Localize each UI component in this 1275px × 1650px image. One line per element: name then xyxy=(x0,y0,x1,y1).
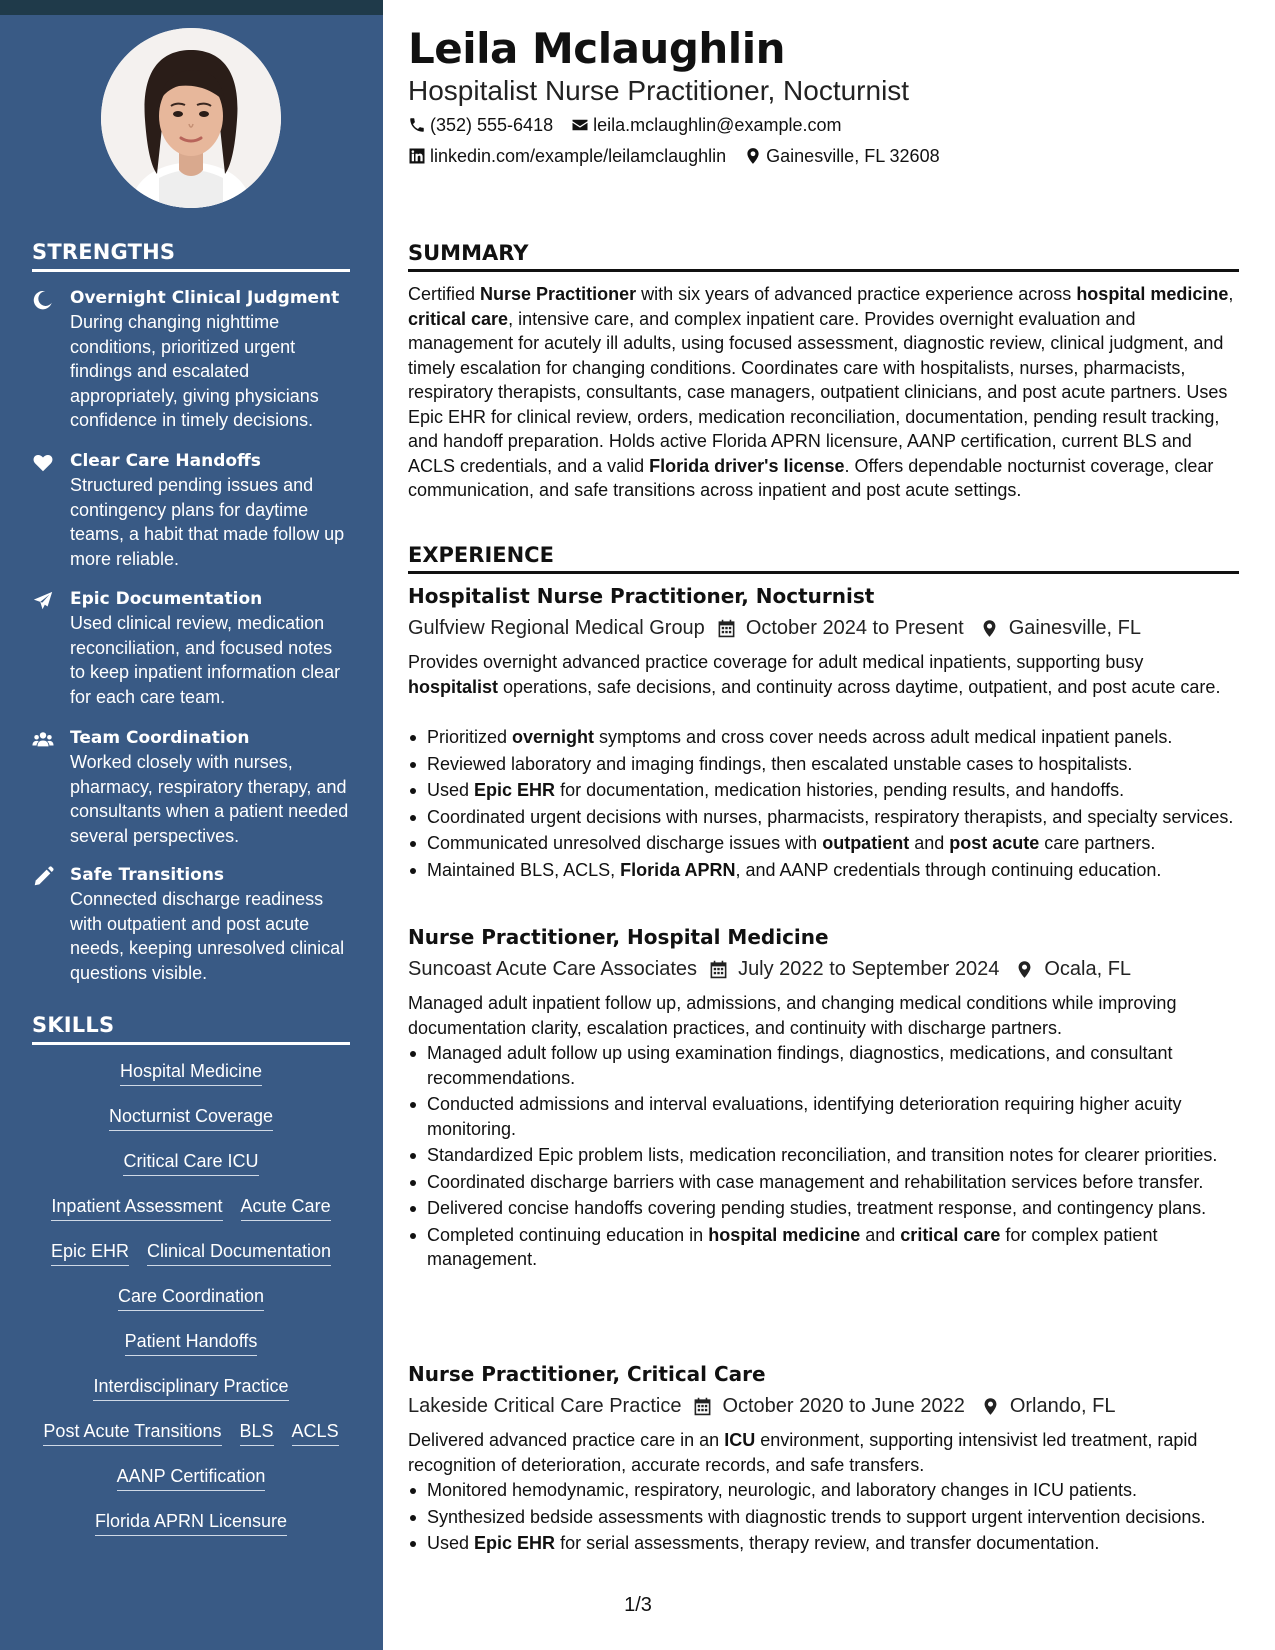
bullet-item: Standardized Epic problem lists, medication reconciliation, and transition notes for clearer priorities. xyxy=(408,1143,1238,1168)
candidate-name: Leila Mclaughlin xyxy=(408,24,785,73)
envelope-icon xyxy=(571,116,589,134)
contact-phone xyxy=(408,113,553,137)
bullet-item: Monitored hemodynamic, respiratory, neurologic, and laboratory changes in ICU patients. xyxy=(408,1478,1238,1503)
skill-tag: BLS xyxy=(240,1420,274,1446)
skill-tag: Acute Care xyxy=(241,1195,331,1221)
bullet-item: Used Epic EHR for serial assessments, therapy review, and transfer documentation. xyxy=(408,1531,1238,1556)
strength-title: Clear Care Handoffs xyxy=(70,451,261,471)
paper-plane-icon xyxy=(32,590,54,612)
skill-tag: AANP Certification xyxy=(117,1465,266,1491)
job-location: Gainesville, FL xyxy=(1008,617,1142,639)
bullet-item: Synthesized bedside assessments with diagnostic trends to support urgent intervention decisions. xyxy=(408,1505,1238,1530)
skill-row xyxy=(20,1330,362,1375)
job-bullets xyxy=(408,1478,1238,1558)
job-description: Delivered advanced practice care in an ICU environment, supporting intensivist led treatment, rapid recognition of deterioration, accurate records, and safe transfers. xyxy=(408,1430,1198,1475)
strengths-heading: STRENGTHS xyxy=(32,240,350,272)
calendar-icon xyxy=(693,1397,722,1416)
strength-item xyxy=(32,587,352,709)
job-meta xyxy=(408,1393,1115,1419)
contact-location xyxy=(744,144,939,168)
bullet-item: Coordinated urgent decisions with nurses, pharmacists, respiratory therapists, and specialty services. xyxy=(408,805,1238,830)
phone-icon xyxy=(408,116,426,134)
strength-text: Worked closely with nurses, pharmacy, respiratory therapy, and consultants when a patient needed several perspectives. xyxy=(70,752,349,846)
bullet-item: Coordinated discharge barriers with case management and rehabilitation services before transfer. xyxy=(408,1170,1238,1195)
job-location: Orlando, FL xyxy=(1009,1395,1116,1417)
skill-row xyxy=(20,1150,362,1195)
email-link[interactable]: leila.mclaughlin@example.com xyxy=(593,115,842,135)
contact-email xyxy=(571,113,841,137)
job-dates: October 2024 to Present xyxy=(745,617,964,639)
skill-row xyxy=(20,1375,362,1420)
summary-text: Certified Nurse Practitioner with six years of advanced practice experience across hospital medicine, critical care, intensive care, and complex inpatient care. Provides overnight evaluation and management for acutely ill adults, using focused assessment, diagnostic review, clinical judgment, and timely escalation for changing conditions. Coordinates care with hospitalists, nurses, pharmacists, respiratory therapists, consultants, case managers, outpatient clinicians, and post acute partners. Uses Epic EHR for clinical review, orders, medication reconciliation, documentation, pending result tracking, and handoff preparation. Holds active Florida APRN licensure, AANP certification, current BLS and ACLS credentials, and a valid Florida driver's license. Offers dependable nocturnist coverage, clear communication, and safe transitions across inpatient and post acute settings. xyxy=(408,284,1234,500)
bullet-item: Managed adult follow up using examination findings, diagnostics, medications, and consultant recommendations. xyxy=(408,1041,1238,1090)
bullet-item: Reviewed laboratory and imaging findings, then escalated unstable cases to hospitalists. xyxy=(408,752,1238,777)
strength-item xyxy=(32,863,352,985)
phone-text[interactable]: (352) 555-6418 xyxy=(430,115,554,135)
job-company: Suncoast Acute Care Associates xyxy=(408,958,698,980)
map-pin-icon xyxy=(980,619,1009,638)
contact-row xyxy=(408,113,841,137)
job-title: Nurse Practitioner, Critical Care xyxy=(408,1362,766,1386)
job-bullets xyxy=(408,1041,1238,1274)
skills-list xyxy=(20,1060,362,1555)
contact-row xyxy=(408,144,940,168)
sidebar-top-band xyxy=(0,0,383,15)
skill-tag: Critical Care ICU xyxy=(123,1150,258,1176)
skill-tag: Patient Handoffs xyxy=(125,1330,258,1356)
strength-item xyxy=(32,286,352,433)
skill-row xyxy=(20,1420,362,1465)
strength-title: Safe Transitions xyxy=(70,865,225,885)
bullet-item: Maintained BLS, ACLS, Florida APRN, and AANP credentials through continuing education. xyxy=(408,858,1238,883)
skill-row xyxy=(20,1195,362,1240)
skill-tag: Interdisciplinary Practice xyxy=(93,1375,288,1401)
strength-text: Structured pending issues and contingency plans for daytime teams, a habit that made follow up more reliable. xyxy=(70,475,345,569)
job-description: Provides overnight advanced practice coverage for adult medical inpatients, supporting busy hospitalist operations, safe decisions, and continuity across daytime, outpatient, and post acute care. xyxy=(408,652,1221,697)
linkedin-icon xyxy=(408,147,426,165)
skill-tag: Epic EHR xyxy=(51,1240,129,1266)
heart-icon xyxy=(32,452,54,474)
map-pin-icon xyxy=(981,1397,1010,1416)
map-pin-icon xyxy=(744,147,762,165)
strength-text: Used clinical review, medication reconciliation, and focused notes to keep inpatient information clear for each care team. xyxy=(70,613,341,707)
moon-icon xyxy=(32,289,54,311)
skill-row xyxy=(20,1465,362,1510)
strength-text: Connected discharge readiness with outpatient and post acute needs, keeping unresolved clinical questions visible. xyxy=(70,889,345,983)
pencil-icon xyxy=(32,866,54,888)
skill-row xyxy=(20,1060,362,1105)
skill-tag: Post Acute Transitions xyxy=(43,1420,221,1446)
skill-tag: Florida APRN Licensure xyxy=(95,1510,287,1536)
bullet-item: Used Epic EHR for documentation, medication histories, pending results, and handoffs. xyxy=(408,778,1238,803)
job-title: Nurse Practitioner, Hospital Medicine xyxy=(408,925,829,949)
location-text: Gainesville, FL 32608 xyxy=(766,146,940,166)
candidate-title: Hospitalist Nurse Practitioner, Nocturnist xyxy=(408,75,910,106)
experience-heading: EXPERIENCE xyxy=(408,543,1239,574)
page-number: 1/3 xyxy=(624,1594,652,1616)
bullet-item: Completed continuing education in hospital medicine and critical care for complex patient management. xyxy=(408,1223,1238,1272)
job-description: Managed adult inpatient follow up, admissions, and changing medical conditions while improving documentation clarity, escalation practices, and continuity with discharge partners. xyxy=(408,993,1177,1038)
strength-title: Epic Documentation xyxy=(70,589,263,609)
calendar-icon xyxy=(709,960,738,979)
skill-tag: Hospital Medicine xyxy=(120,1060,262,1086)
job-bullets xyxy=(408,725,1238,884)
bullet-item: Communicated unresolved discharge issues with outpatient and post acute care partners. xyxy=(408,831,1238,856)
users-icon xyxy=(32,729,54,751)
skill-tag: Nocturnist Coverage xyxy=(109,1105,273,1131)
job-meta xyxy=(408,615,1141,641)
summary-heading: SUMMARY xyxy=(408,241,1239,272)
skill-row xyxy=(20,1285,362,1330)
skill-row xyxy=(20,1105,362,1150)
map-pin-icon xyxy=(1015,960,1044,979)
job-location: Ocala, FL xyxy=(1044,958,1132,980)
strength-title: Team Coordination xyxy=(70,728,250,748)
profile-photo xyxy=(101,28,281,208)
job-dates: July 2022 to September 2024 xyxy=(738,958,1000,980)
strength-item xyxy=(32,449,352,571)
linkedin-link[interactable]: linkedin.com/example/leilamclaughlin xyxy=(430,146,727,166)
strength-title: Overnight Clinical Judgment xyxy=(70,288,340,308)
skill-row xyxy=(20,1240,362,1285)
skill-tag: Inpatient Assessment xyxy=(51,1195,222,1221)
contact-linkedin xyxy=(408,144,726,168)
job-meta xyxy=(408,956,1131,982)
skills-heading: SKILLS xyxy=(32,1013,350,1045)
bullet-item: Conducted admissions and interval evaluations, identifying deterioration requiring higher acuity monitoring. xyxy=(408,1092,1238,1141)
calendar-icon xyxy=(717,619,746,638)
job-title: Hospitalist Nurse Practitioner, Nocturnist xyxy=(408,584,875,608)
job-company: Lakeside Critical Care Practice xyxy=(408,1395,682,1417)
skill-tag: Clinical Documentation xyxy=(147,1240,331,1266)
bullet-item: Prioritized overnight symptoms and cross cover needs across adult medical inpatient panels. xyxy=(408,725,1238,750)
skill-row xyxy=(20,1510,362,1555)
skill-tag: ACLS xyxy=(292,1420,339,1446)
bullet-item: Delivered concise handoffs covering pending studies, treatment response, and contingency plans. xyxy=(408,1196,1238,1221)
strength-item xyxy=(32,726,352,848)
skill-tag: Care Coordination xyxy=(118,1285,264,1311)
job-company: Gulfview Regional Medical Group xyxy=(408,617,705,639)
sidebar xyxy=(0,0,383,1650)
job-dates: October 2020 to June 2022 xyxy=(722,1395,965,1417)
strength-text: During changing nighttime conditions, prioritized urgent findings and escalated appropriately, giving physicians confidence in timely decisions. xyxy=(70,312,319,430)
